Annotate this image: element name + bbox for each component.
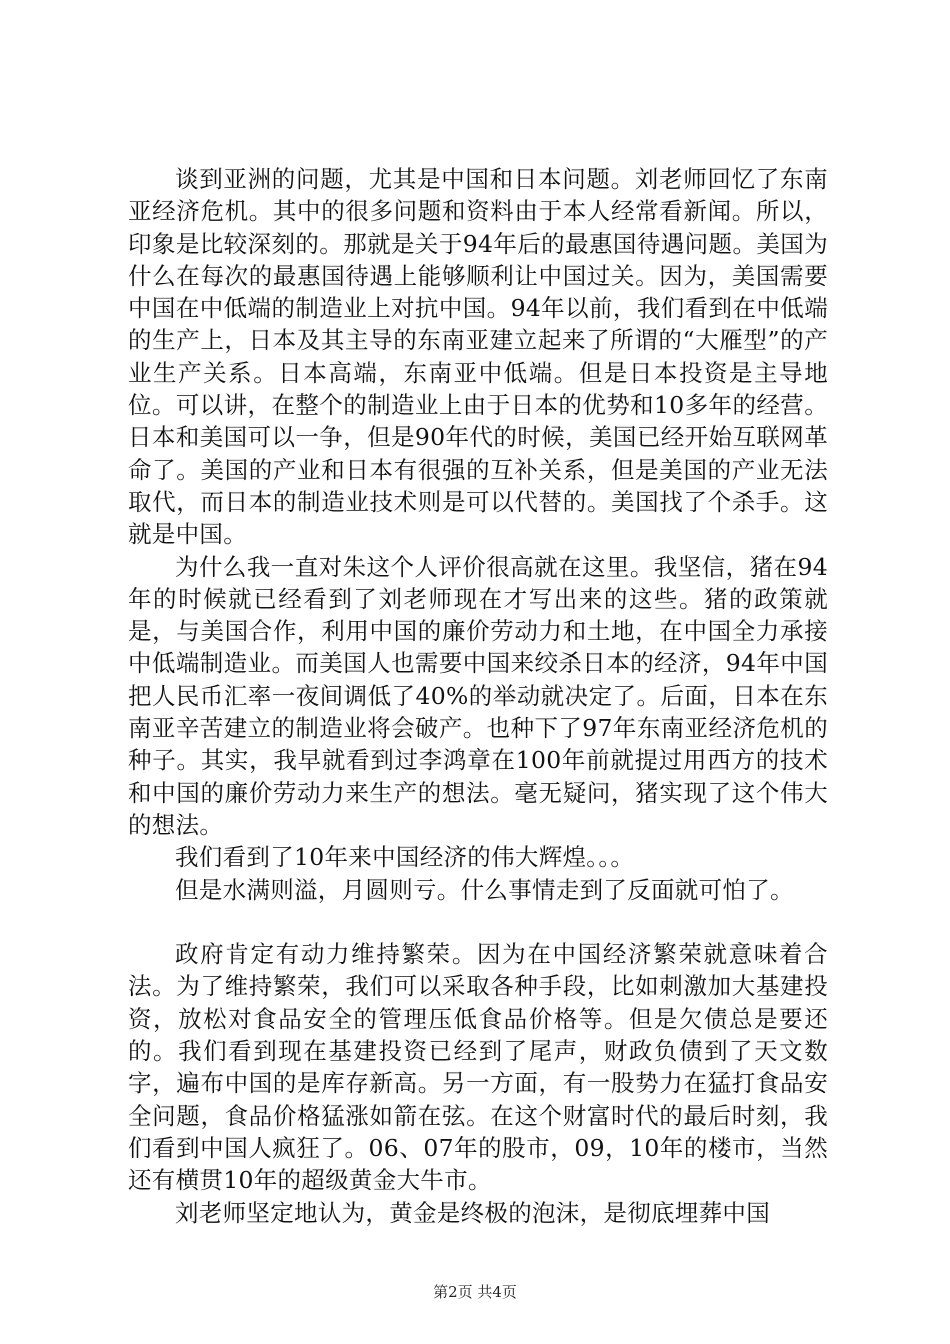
page-footer: 第2页 共4页 [433, 1283, 517, 1301]
paragraph-zhu-evaluation: 为什么我一直对朱这个人评价很高就在这里。我坚信，猪在94年的时候就已经看到了刘老师现在才写出来的这些。猪的政策就是，与美国合作，利用中国的廉价劳动力和土地，在中国全力承接中低端制造业。而美国人也需要中国来绞杀日本的经济，94年中国把人民币汇率一夜间调低了40%的举动就决定了。后面，日本在东南亚辛苦建立的制造业将会破产。也种下了97年东南亚经济危机的种子。其实，我早就看到过李鸿章在100年前就提过用西方的技术和中国的廉价劳动力来生产的想法。毫无疑问，猪实现了这个伟大的想法。 [128, 552, 828, 839]
paragraph-reversal: 但是水满则溢，月圆则亏。什么事情走到了反面就可怕了。 [175, 875, 794, 904]
paragraph-gold-bubble: 刘老师坚定地认为，黄金是终极的泡沫，是彻底埋葬中国 [175, 1198, 770, 1227]
paragraph-spacer [128, 906, 828, 938]
paragraph-asia-crisis: 谈到亚洲的问题，尤其是中国和日本问题。刘老师回忆了东南亚经济危机。其中的很多问题和资料由于本人经常看新闻。所以，印象是比较深刻的。那就是关于94年后的最惠国待遇问题。美国为什么在每次的最惠国待遇上能够顺利让中国过关。因为，美国需要中国在中低端的制造业上对抗中国。94年以前，我们看到在中低端的生产上，日本及其主导的东南亚建立起来了所谓的“大雁型”的产业生产关系。日本高端，东南亚中低端。但是日本投资是主导地位。可以讲，在整个的制造业上由于日本的优势和10多年的经营。日本和美国可以一争，但是90年代的时候，美国已经开始互联网革命了。美国的产业和日本有很强的互补关系，但是美国的产业无法取代，而日本的制造业技术则是可以代替的。美国找了个杀手。这就是中国。 [128, 165, 828, 549]
paragraph-glory: 我们看到了10年来中国经济的伟大辉煌。。。 [175, 843, 635, 872]
paragraph-government-prosperity: 政府肯定有动力维持繁荣。因为在中国经济繁荣就意味着合法。为了维持繁荣，我们可以采取各种手段，比如刺激加大基建投资，放松对食品安全的管理压低食品价格等。但是欠债总是要还的。我们看到现在基建投资已经到了尾声，财政负债到了天文数字，遍布中国的是库存新高。另一方面，有一股势力在猛打食品安全问题，食品价格猛涨如箭在弦。在这个财富时代的最后时刻，我们看到中国人疯狂了。06、07年的股市，09，10年的楼市，当然还有横贯10年的超级黄金大牛市。 [128, 940, 828, 1195]
document-body [128, 163, 828, 1229]
